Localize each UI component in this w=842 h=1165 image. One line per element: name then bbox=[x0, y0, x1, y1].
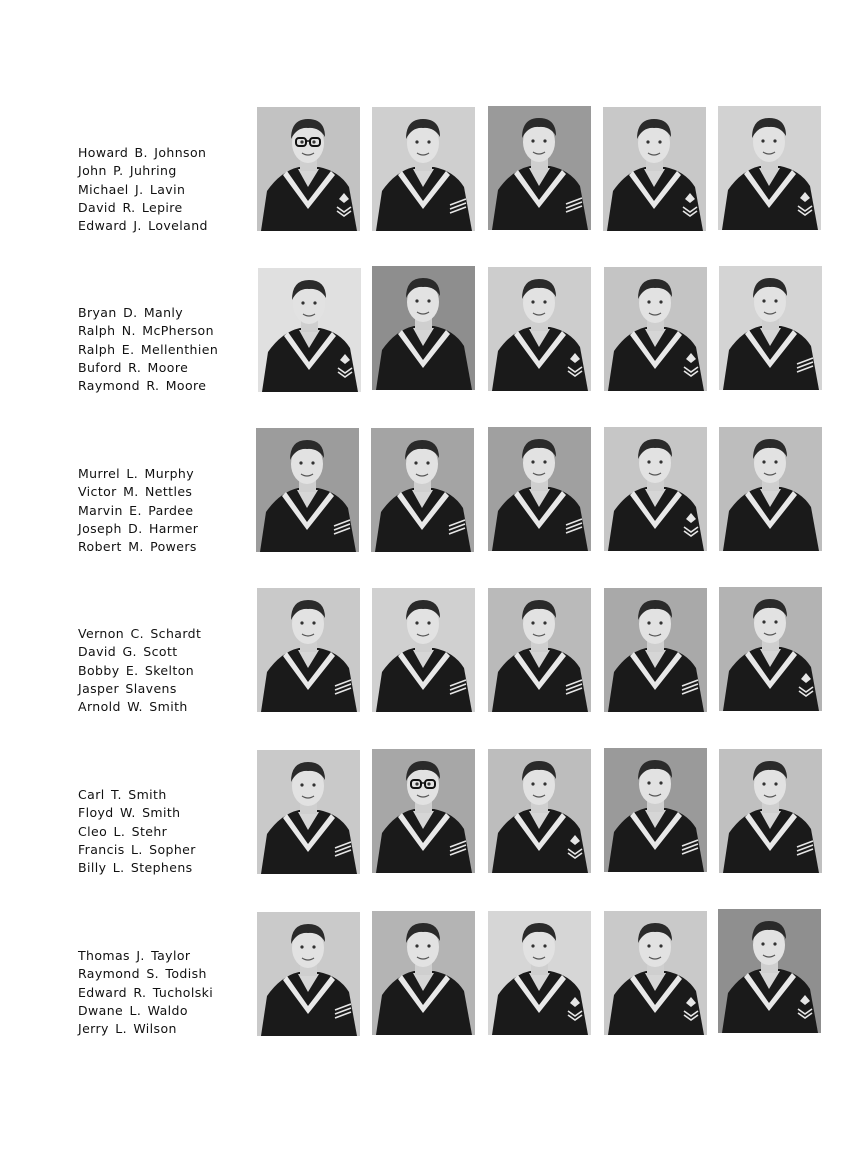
sailor-portrait bbox=[604, 911, 707, 1035]
eye bbox=[774, 460, 777, 463]
sailor-name: Marvin E. Pardee bbox=[78, 502, 194, 518]
sailor-portrait bbox=[604, 427, 707, 551]
sailor-name: Bryan D. Manly bbox=[78, 305, 184, 320]
roster-row-1 bbox=[0, 106, 842, 236]
eye bbox=[299, 461, 302, 464]
sailor-portrait bbox=[372, 749, 475, 873]
sailor-name: Cleo L. Stehr bbox=[78, 823, 168, 839]
eye bbox=[300, 621, 303, 624]
eye bbox=[427, 140, 430, 143]
names-list bbox=[78, 947, 248, 1038]
sailor-name: Jasper Slavens bbox=[78, 680, 177, 696]
sailor-portrait bbox=[719, 427, 822, 551]
eye bbox=[543, 460, 546, 463]
eye bbox=[774, 782, 777, 785]
names-list bbox=[78, 465, 248, 556]
sailor-name: Floyd W. Smith bbox=[78, 805, 181, 821]
eye bbox=[659, 621, 662, 624]
eye bbox=[311, 461, 314, 464]
eye bbox=[415, 621, 418, 624]
eye bbox=[762, 460, 765, 463]
sailor-name: Michael J. Lavin bbox=[78, 181, 186, 197]
sailor-portrait bbox=[488, 106, 591, 230]
sailor-name: Victor M. Nettles bbox=[78, 484, 193, 500]
sailor-name: Jerry L. Wilson bbox=[78, 1021, 177, 1037]
sailor-name: Billy L. Stephens bbox=[78, 860, 193, 876]
sailor-portrait bbox=[372, 911, 475, 1035]
sailor-name: Dwane L. Waldo bbox=[78, 1002, 188, 1018]
sailor-name: Thomas J. Taylor bbox=[78, 948, 191, 963]
eye bbox=[427, 782, 430, 785]
eye bbox=[543, 944, 546, 947]
sailor-portrait bbox=[488, 588, 591, 712]
sailor-name: Ralph N. McPherson bbox=[78, 323, 214, 339]
sailor-name: Raymond R. Moore bbox=[78, 378, 207, 394]
eye bbox=[312, 140, 315, 143]
sailor-portrait bbox=[257, 912, 360, 1036]
sailor-name: Edward J. Loveland bbox=[78, 218, 208, 234]
sailor-portrait bbox=[488, 911, 591, 1035]
eye bbox=[531, 300, 534, 303]
eye bbox=[300, 140, 303, 143]
eye bbox=[531, 139, 534, 142]
eye bbox=[646, 140, 649, 143]
sailor-name: Joseph D. Harmer bbox=[78, 520, 199, 536]
eye bbox=[427, 299, 430, 302]
eye bbox=[543, 621, 546, 624]
eye bbox=[659, 944, 662, 947]
eye bbox=[659, 781, 662, 784]
eye bbox=[659, 460, 662, 463]
sailor-portrait bbox=[603, 107, 706, 231]
eye bbox=[531, 621, 534, 624]
eye bbox=[762, 782, 765, 785]
eye bbox=[531, 944, 534, 947]
sailor-portrait bbox=[719, 749, 822, 873]
roster-row-4 bbox=[0, 587, 842, 717]
eye bbox=[300, 783, 303, 786]
eye bbox=[415, 782, 418, 785]
eye bbox=[301, 301, 304, 304]
eye bbox=[300, 945, 303, 948]
eye bbox=[647, 621, 650, 624]
sailor-name: Arnold W. Smith bbox=[78, 699, 188, 715]
sailor-portrait bbox=[372, 107, 475, 231]
sailor-portrait bbox=[488, 749, 591, 873]
roster-row-2 bbox=[0, 266, 842, 396]
sailor-portrait bbox=[719, 587, 822, 711]
eye bbox=[773, 139, 776, 142]
eye bbox=[659, 300, 662, 303]
names-list bbox=[78, 786, 248, 877]
sailor-name: John P. Juhring bbox=[78, 163, 177, 179]
sailor-name: Vernon C. Schardt bbox=[78, 626, 202, 641]
sailor-name: Carl T. Smith bbox=[78, 787, 167, 802]
eye bbox=[426, 461, 429, 464]
sailor-portrait bbox=[718, 106, 821, 230]
eye bbox=[427, 944, 430, 947]
sailor-portrait bbox=[371, 428, 474, 552]
sailor-name: Murrel L. Murphy bbox=[78, 466, 195, 481]
sailor-portrait bbox=[372, 588, 475, 712]
sailor-portrait bbox=[604, 267, 707, 391]
names-list bbox=[78, 304, 248, 395]
eye bbox=[313, 301, 316, 304]
sailor-portrait bbox=[256, 428, 359, 552]
sailor-portrait bbox=[718, 909, 821, 1033]
eye bbox=[647, 460, 650, 463]
sailor-name: David R. Lepire bbox=[78, 199, 183, 215]
sailor-name: Buford R. Moore bbox=[78, 359, 189, 375]
names-list bbox=[78, 144, 248, 235]
eye bbox=[543, 139, 546, 142]
eye bbox=[427, 621, 430, 624]
sailor-portrait bbox=[372, 266, 475, 390]
eye bbox=[531, 782, 534, 785]
eye bbox=[312, 945, 315, 948]
sailor-portrait bbox=[604, 748, 707, 872]
eye bbox=[647, 944, 650, 947]
eye bbox=[762, 299, 765, 302]
eye bbox=[543, 300, 546, 303]
eye bbox=[773, 942, 776, 945]
roster-row-3 bbox=[0, 427, 842, 557]
eye bbox=[647, 300, 650, 303]
eye bbox=[415, 944, 418, 947]
eye bbox=[658, 140, 661, 143]
sailor-name: Raymond S. Todish bbox=[78, 966, 207, 982]
sailor-name: Robert M. Powers bbox=[78, 539, 197, 555]
sailor-portrait bbox=[257, 107, 360, 231]
eye bbox=[761, 942, 764, 945]
roster-row-5 bbox=[0, 748, 842, 878]
sailor-portrait bbox=[719, 266, 822, 390]
eye bbox=[761, 139, 764, 142]
sailor-name: Edward R. Tucholski bbox=[78, 984, 214, 1000]
eye bbox=[414, 461, 417, 464]
eye bbox=[531, 460, 534, 463]
sailor-portrait bbox=[488, 427, 591, 551]
sailor-name: Ralph E. Mellenthien bbox=[78, 341, 219, 357]
eye bbox=[647, 781, 650, 784]
eye bbox=[543, 782, 546, 785]
sailor-name: Francis L. Sopher bbox=[78, 841, 196, 857]
sailor-portrait bbox=[257, 750, 360, 874]
eye bbox=[415, 140, 418, 143]
eye bbox=[774, 620, 777, 623]
eye bbox=[774, 299, 777, 302]
sailor-name: Howard B. Johnson bbox=[78, 145, 207, 160]
eye bbox=[762, 620, 765, 623]
sailor-portrait bbox=[258, 268, 361, 392]
roster-row-6 bbox=[0, 909, 842, 1039]
sailor-portrait bbox=[257, 588, 360, 712]
names-list bbox=[78, 625, 248, 716]
sailor-name: Bobby E. Skelton bbox=[78, 662, 195, 678]
eye bbox=[312, 783, 315, 786]
sailor-portrait bbox=[604, 588, 707, 712]
sailor-portrait bbox=[488, 267, 591, 391]
sailor-name: David G. Scott bbox=[78, 644, 178, 660]
eye bbox=[312, 621, 315, 624]
eye bbox=[415, 299, 418, 302]
